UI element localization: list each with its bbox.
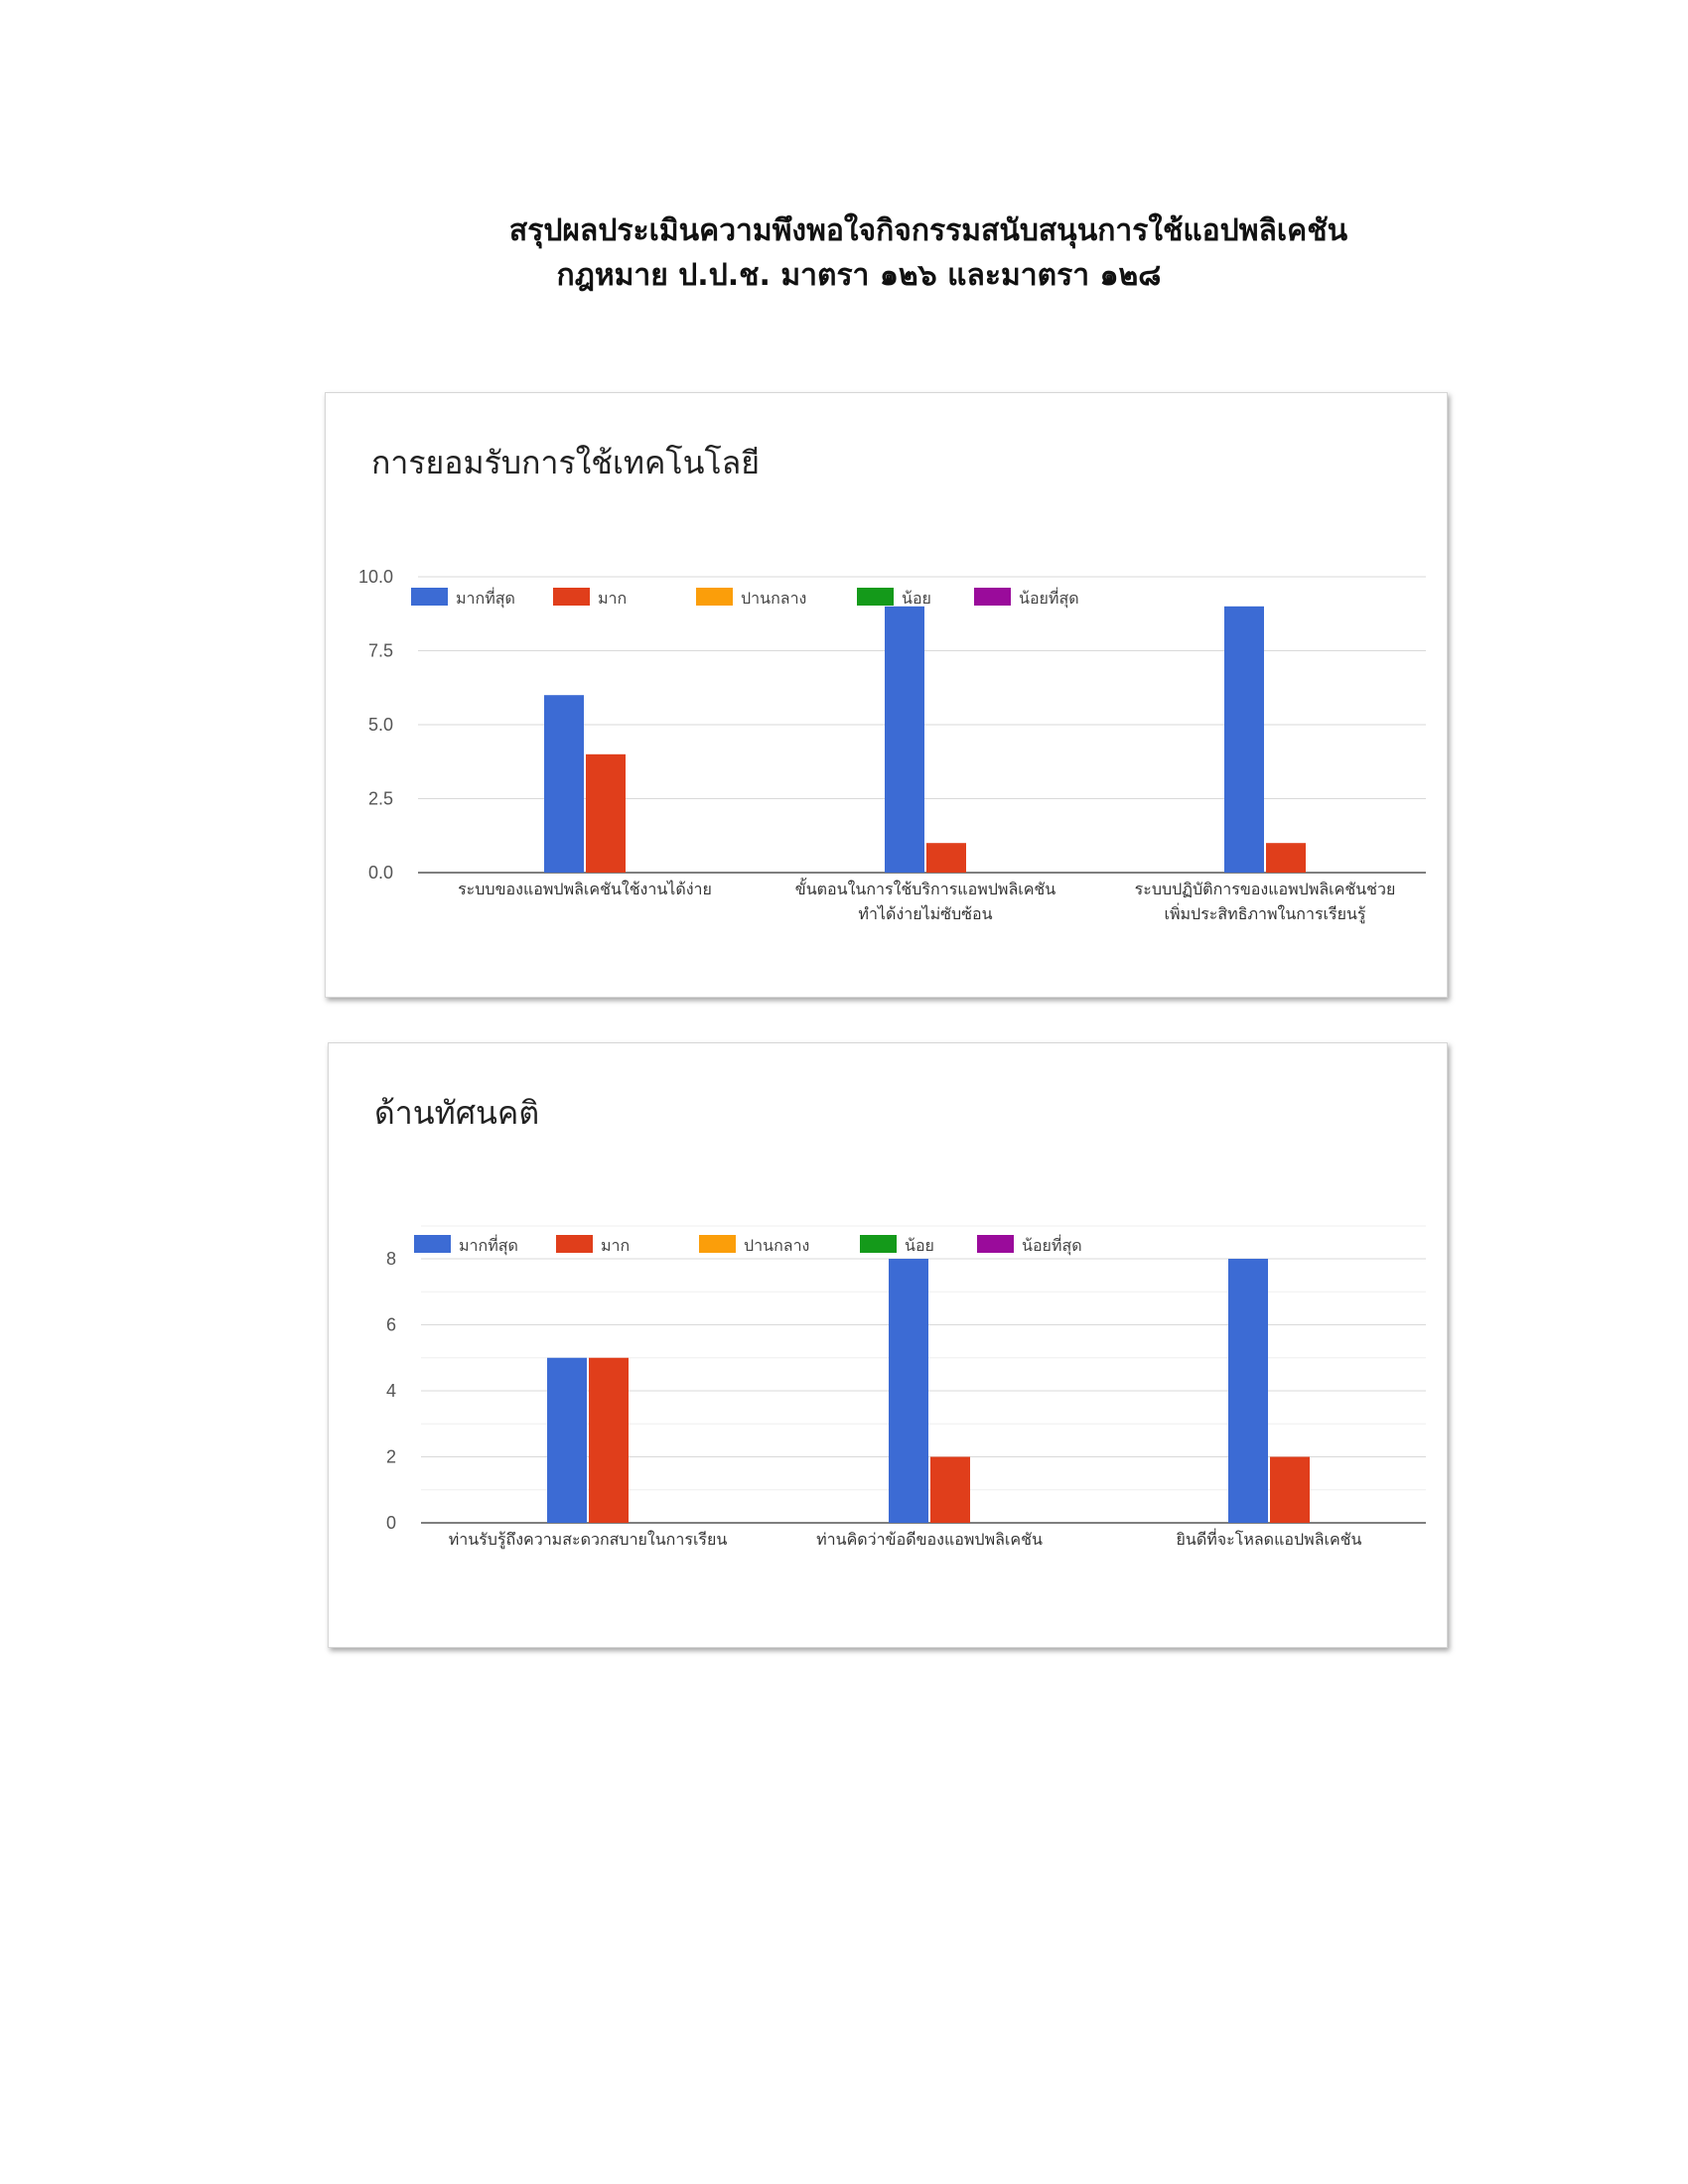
x-category-label: ขั้นตอนในการใช้บริการแอพปพลิเคชัน: [794, 880, 1056, 898]
y-tick-label: 2: [385, 1446, 396, 1467]
legend-swatch: [857, 588, 894, 606]
y-tick-label: 0.0: [367, 863, 393, 883]
bar-most-2: [885, 607, 924, 873]
y-tick-label: 6: [385, 1314, 396, 1335]
bar-most-1: [547, 1358, 587, 1523]
chart-card-technology-acceptance: [325, 392, 1448, 998]
legend-swatch: [974, 588, 1011, 606]
y-tick-label: 2.5: [367, 788, 393, 809]
x-category-label: เพิ่มประสิทธิภาพในการเรียนรู้: [1164, 904, 1366, 923]
x-category-label: ท่านรับรู้ถึงความสะดวกสบายในการเรียน: [448, 1530, 728, 1549]
legend-swatch: [414, 1235, 451, 1253]
x-category-label: ระบบของแอพปพลิเคชันใช้งานได้ง่าย: [458, 880, 712, 898]
y-tick-label: 8: [385, 1249, 396, 1269]
bar-most-2: [889, 1259, 928, 1523]
legend-label: มากที่สุด: [459, 1236, 518, 1255]
legend-label: น้อย: [902, 589, 931, 608]
chart-title: การยอมรับการใช้เทคโนโลยี: [371, 444, 761, 481]
page-title-line1: สรุปผลประเมินความพึงพอใจกิจกรรมสนับสนุนการใช้แอปพลิเคชัน: [508, 213, 1348, 248]
bar-much-3: [1270, 1457, 1310, 1524]
legend-label: มากที่สุด: [456, 589, 515, 608]
bar-much-1: [586, 754, 626, 873]
legend-swatch: [556, 1235, 593, 1253]
legend-label: น้อยที่สุด: [1019, 589, 1079, 608]
chart-title: ด้านทัศนคติ: [374, 1094, 540, 1132]
legend-label: ปานกลาง: [744, 1236, 810, 1255]
y-tick-label: 4: [385, 1381, 396, 1401]
y-tick-label: 10.0: [357, 567, 393, 587]
legend-swatch: [860, 1235, 897, 1253]
legend-swatch: [699, 1235, 736, 1253]
page-header: [0, 208, 1688, 298]
legend-label: น้อยที่สุด: [1022, 1236, 1082, 1255]
bar-most-3: [1224, 607, 1264, 873]
bar-much-2: [926, 843, 966, 873]
x-category-label: ทำได้ง่ายไม่ซับซ้อน: [858, 904, 993, 923]
legend-label: มาก: [598, 589, 628, 608]
bar-much-1: [589, 1358, 629, 1523]
page-title-line2: กฎหมาย ป.ป.ช. มาตรา ๑๒๖ และมาตรา ๑๒๘: [556, 258, 1162, 293]
y-tick-label: 5.0: [367, 715, 393, 735]
bar-much-3: [1266, 843, 1306, 873]
legend-swatch: [411, 588, 448, 606]
legend-label: มาก: [601, 1236, 631, 1255]
legend-swatch: [977, 1235, 1014, 1253]
chart-card-attitude: [328, 1042, 1448, 1648]
bar-much-2: [930, 1457, 970, 1524]
x-category-label: ระบบปฏิบัติการของแอพปพลิเคชันช่วย: [1134, 880, 1396, 898]
y-tick-label: 0: [385, 1513, 396, 1533]
bar-most-1: [544, 695, 584, 873]
legend-label: น้อย: [905, 1236, 934, 1255]
x-category-label: ท่านคิดว่าข้อดีของแอพปพลิเคชัน: [816, 1530, 1043, 1549]
bar-chart-attitude: [329, 1043, 1447, 1647]
x-category-label: ยินดีที่จะโหลดแอปพลิเคชัน: [1176, 1530, 1362, 1549]
legend-label: ปานกลาง: [741, 589, 807, 608]
legend-swatch: [553, 588, 590, 606]
bar-chart-technology-acceptance: [326, 393, 1447, 997]
legend-swatch: [696, 588, 733, 606]
bar-most-3: [1228, 1259, 1268, 1523]
y-tick-label: 7.5: [367, 640, 393, 661]
